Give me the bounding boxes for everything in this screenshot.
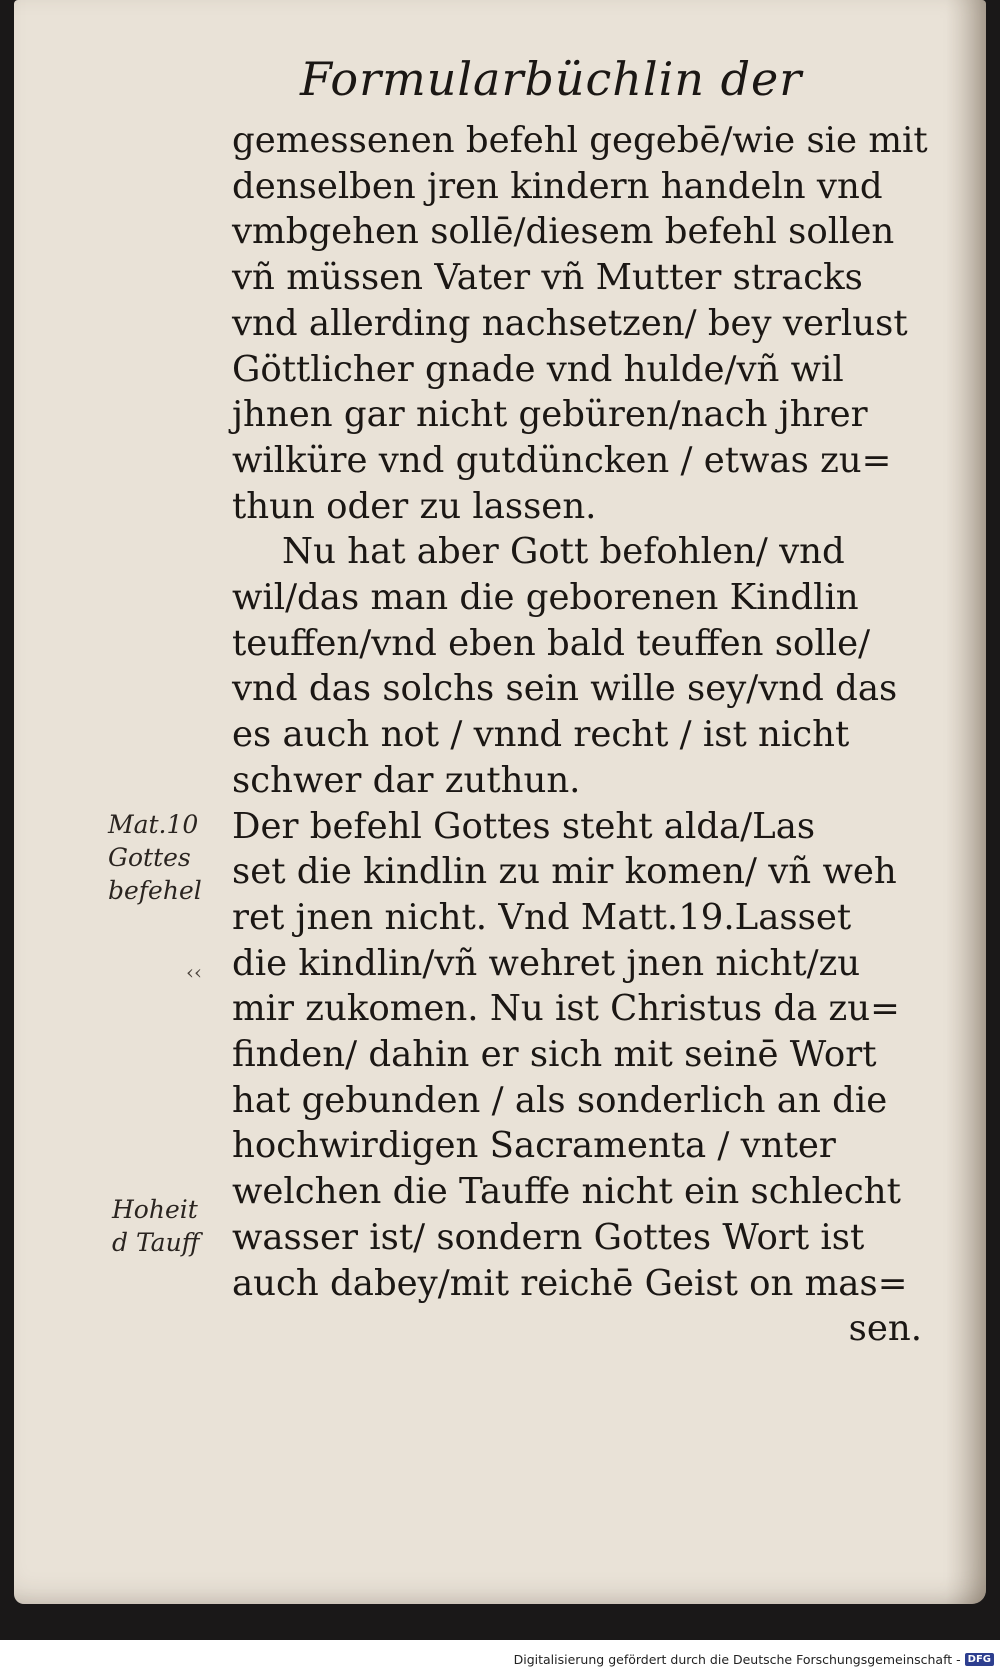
text-line: thun oder zu lassen. [232, 485, 597, 527]
margin-note-line: Hoheit [112, 1195, 198, 1224]
page-edge-shadow [946, 0, 986, 1604]
body-text [232, 118, 932, 1352]
running-header: Formularbüchlin der [300, 52, 803, 106]
text-line: hat gebunden / als sonderlich an die [232, 1079, 888, 1121]
margin-note-line: d Tauff [112, 1228, 200, 1257]
margin-note-line: Gottes [108, 843, 191, 872]
margin-note-baptism [112, 1193, 199, 1259]
text-line: vmbgehen sollē/diesem befehl sollen [232, 211, 895, 253]
text-line: wasser ist/ sondern Gottes Wort ist [232, 1216, 865, 1258]
text-line: gemessenen befehl gegebē/wie sie mit [232, 120, 928, 161]
text-line: Göttlicher gnade vnd hulde/vñ wil [232, 348, 844, 390]
text-line: hochwirdigen Sacramenta / vnter [232, 1125, 836, 1167]
text-line: vnd das solchs sein wille sey/vnd das [232, 668, 898, 710]
text-line: welchen die Tauffe nicht ein schlecht [232, 1171, 901, 1213]
text-line: jhnen gar nicht gebüren/nach jhrer [232, 394, 868, 436]
text-line: finden/ dahin er sich mit seinē Wort [232, 1034, 877, 1076]
margin-note-matthew [108, 808, 202, 907]
footer-credit: Digitalisierung gefördert durch die Deutsche Forschungsgemeinschaft - [513, 1652, 961, 1667]
text-line: die kindlin/vñ wehret jnen nicht/zu [232, 942, 861, 984]
text-line: teuffen/vnd eben bald teuffen solle/ [232, 622, 871, 664]
text-line: denselben jren kindern handeln vnd [232, 165, 883, 207]
margin-quote-marks: ‹‹ [186, 960, 202, 984]
text-line: es auch not / vnnd recht / ist nicht [232, 714, 850, 756]
text-line: wilküre vnd gutdüncken / etwas zu= [232, 439, 892, 481]
margin-note-line: Mat.10 [108, 810, 199, 839]
text-line: vñ müssen Vater vñ Mutter stracks [232, 257, 863, 299]
dfg-logo: DFG [965, 1653, 994, 1666]
text-line: Nu hat aber Gott befohlen/ vnd [282, 531, 845, 573]
text-line: ret jnen nicht. Vnd Matt.19.Lasset [232, 896, 852, 938]
text-line: mir zukomen. Nu ist Christus da zu= [232, 988, 900, 1030]
text-line: sen. [848, 1308, 922, 1350]
text-line: auch dabey/mit reichē Geist on mas= [232, 1262, 908, 1304]
text-line: wil/das man die geborenen Kindlin [232, 577, 859, 619]
text-line: set die kindlin zu mir komen/ vñ weh [232, 851, 897, 893]
text-line: Der befehl Gottes steht alda/Las [232, 805, 816, 847]
margin-note-line: befehel [108, 876, 202, 905]
text-line: schwer dar zuthun. [232, 759, 581, 801]
text-line: vnd allerding nachsetzen/ bey verlust [232, 302, 908, 344]
digitization-footer [514, 1652, 994, 1667]
